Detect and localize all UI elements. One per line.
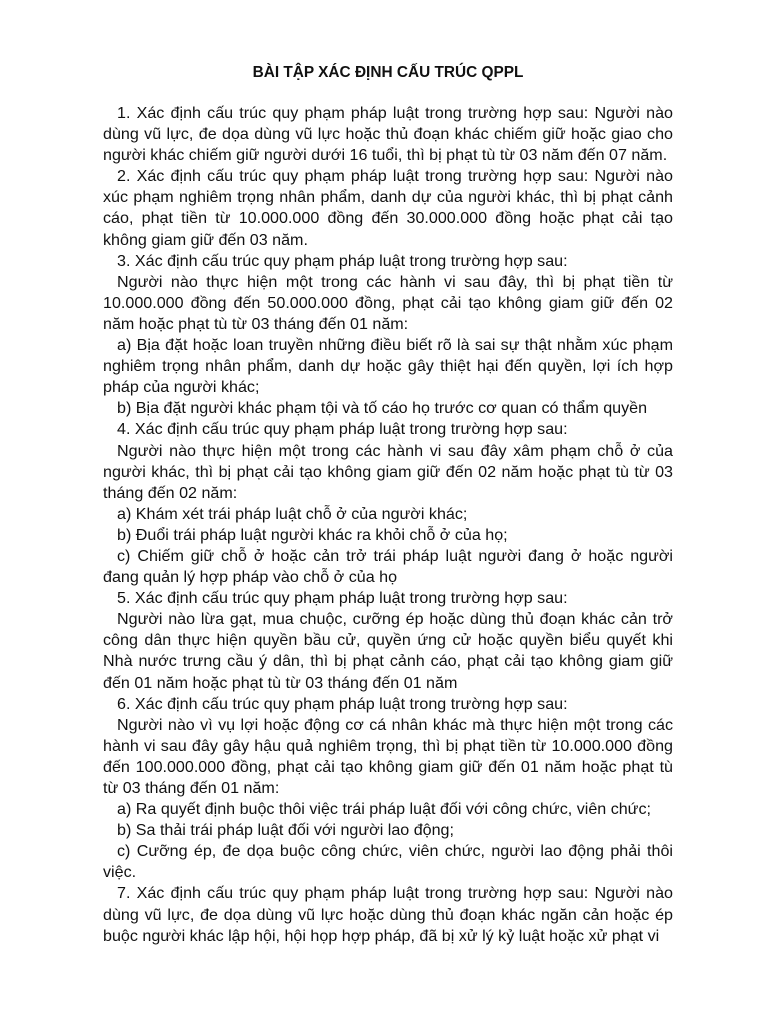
paragraph-5-body: Người nào lừa gạt, mua chuộc, cưỡng ép hoặc dùng thủ đoạn khác cản trở công dân thực hiện quyền bầu cử, quyền ứng cử hoặc quyền biểu quyết khi Nhà nước trưng cầu ý dân, thì bị phạt cảnh cáo, phạt cải tạo không giam giữ đến 01 năm hoặc phạt tù từ 03 tháng đến 01 năm: [103, 610, 673, 692]
paragraph-4-item-a: a) Khám xét trái pháp luật chỗ ở của người khác;: [117, 504, 468, 523]
paragraph-3-body: Người nào thực hiện một trong các hành vi sau đây, thì bị phạt tiền từ 10.000.000 đồng đến 50.000.000 đồng, phạt cải tạo không giam giữ đến 02 năm hoặc phạt tù từ 03 tháng đến 01 năm:: [103, 272, 673, 333]
document-title: BÀI TẬP XÁC ĐỊNH CẤU TRÚC QPPL: [252, 64, 524, 81]
paragraph-2: 2. Xác định cấu trúc quy phạm pháp luật trong trường hợp sau: Người nào xúc phạm nghiêm trọng nhân phẩm, danh dự của người khác, thì bị phạt cảnh cáo, phạt tiền từ 10.000.000 đồng đến 30.000.000 đồng hoặc phạt cải tạo không giam giữ đến 03 năm.: [103, 167, 673, 249]
paragraph-6-item-c: c) Cưỡng ép, đe dọa buộc công chức, viên chức, người lao động phải thôi việc.: [103, 842, 673, 882]
paragraph-4-heading: 4. Xác định cấu trúc quy phạm pháp luật trong trường hợp sau:: [117, 420, 568, 439]
paragraph-4-body: Người nào thực hiện một trong các hành vi sau đây xâm phạm chỗ ở của người khác, thì bị phạt cải tạo không giam giữ đến 02 năm hoặc phạt tù từ 03 tháng đến 02 năm:: [103, 441, 673, 502]
paragraph-4-item-b: b) Đuổi trái pháp luật người khác ra khỏi chỗ ở của họ;: [117, 525, 508, 544]
paragraph-6-heading: 6. Xác định cấu trúc quy phạm pháp luật trong trường hợp sau:: [117, 694, 568, 713]
paragraph-6-item-a: a) Ra quyết định buộc thôi việc trái pháp luật đối với công chức, viên chức;: [117, 800, 651, 819]
paragraph-3-heading: 3. Xác định cấu trúc quy phạm pháp luật trong trường hợp sau:: [117, 251, 568, 270]
paragraph-1: 1. Xác định cấu trúc quy phạm pháp luật trong trường hợp sau: Người nào dùng vũ lực, đe dọa dùng vũ lực hoặc thủ đoạn khác chiếm giữ hoặc giao cho người khác chiếm giữ người dưới 16 tuổi, thì bị phạt tù từ 03 năm đến 07 năm.: [103, 104, 673, 165]
paragraph-6-body: Người nào vì vụ lợi hoặc động cơ cá nhân khác mà thực hiện một trong các hành vi sau đây gây hậu quả nghiêm trọng, thì bị phạt tiền từ 10.000.000 đồng đến 100.000.000 đồng, phạt cải tạo không giam giữ đến 01 năm hoặc phạt tù từ 03 tháng đến 01 năm:: [103, 715, 673, 797]
document-page: [103, 0, 673, 947]
paragraph-3-item-a: a) Bịa đặt hoặc loan truyền những điều biết rõ là sai sự thật nhằm xúc phạm nghiêm trọng nhân phẩm, danh dự hoặc gây thiệt hại đến quyền, lợi ích hợp pháp của người khác;: [103, 336, 673, 397]
paragraph-4-item-c: c) Chiếm giữ chỗ ở hoặc cản trở trái pháp luật người đang ở hoặc người đang quản lý hợp pháp vào chỗ ở của họ: [103, 546, 673, 587]
paragraph-7: 7. Xác định cấu trúc quy phạm pháp luật trong trường hợp sau: Người nào dùng vũ lực, đe dọa dùng vũ lực hoặc dùng thủ đoạn khác ngăn cản hoặc ép buộc người khác lập hội, hội họp hợp pháp, đã bị xử lý kỷ luật hoặc xử phạt vi: [103, 884, 673, 945]
paragraph-5-heading: 5. Xác định cấu trúc quy phạm pháp luật trong trường hợp sau:: [117, 589, 568, 608]
paragraph-6-item-b: b) Sa thải trái pháp luật đối với người lao động;: [117, 821, 454, 840]
paragraph-3-item-b: b) Bịa đặt người khác phạm tội và tố cáo họ trước cơ quan có thẩm quyền: [117, 399, 648, 418]
